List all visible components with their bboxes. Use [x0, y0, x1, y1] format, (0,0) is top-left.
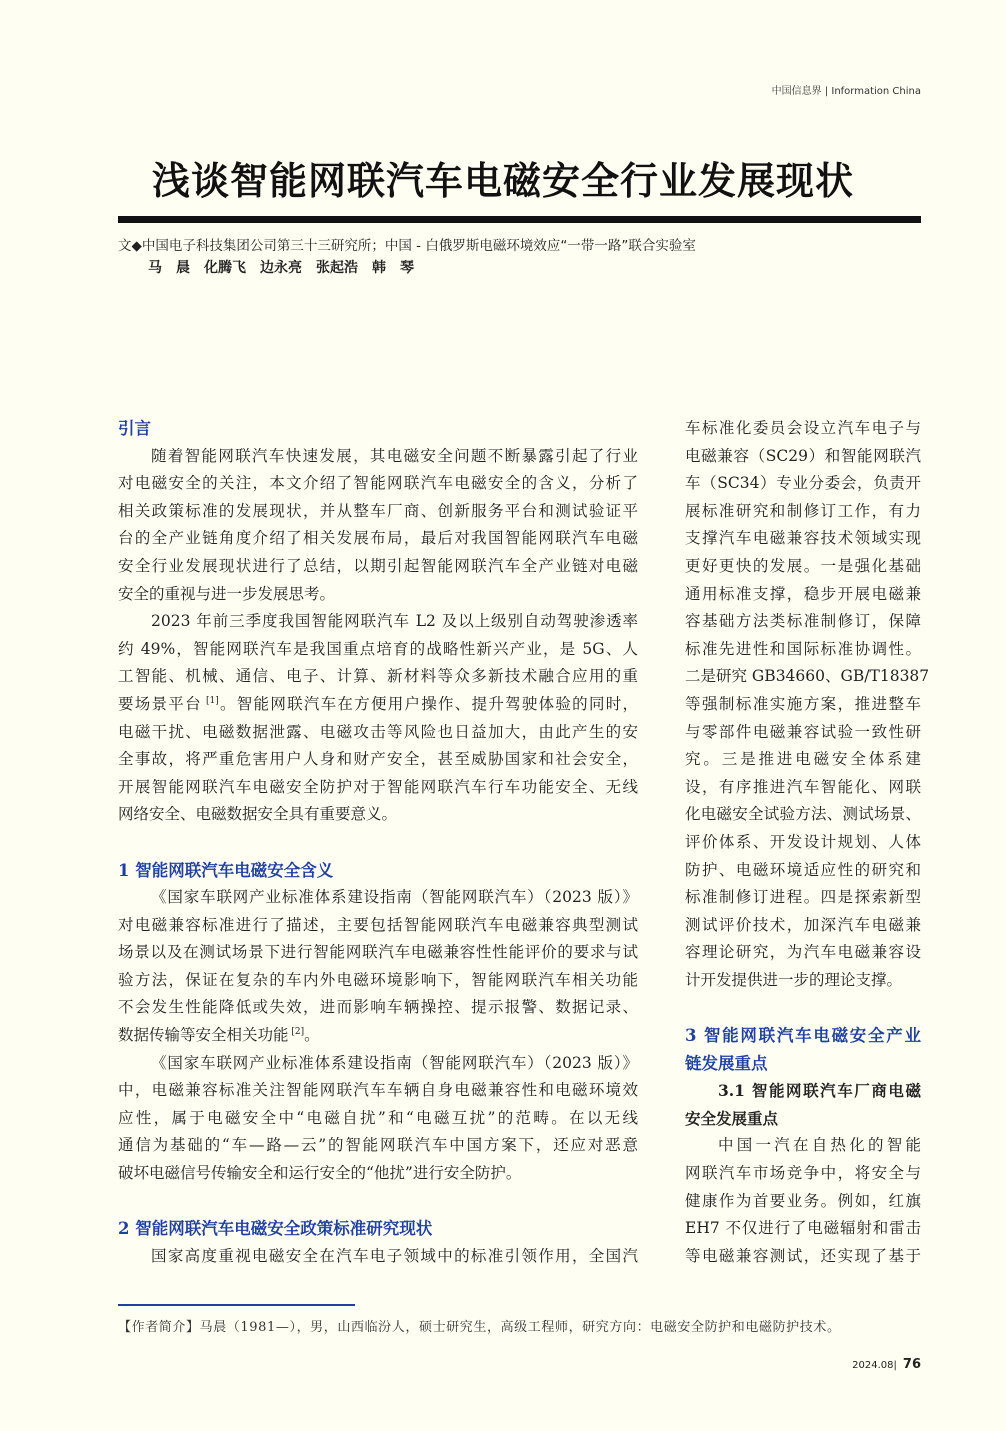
- text-line: [685, 719, 921, 747]
- line-text: 测试评价技术，加深汽车电磁兼: [685, 915, 921, 934]
- subsection-heading: [685, 1105, 921, 1133]
- line-text: 二是研究 GB34660、GB/T18387: [685, 667, 930, 686]
- line-text: 台的全产业链角度介绍了相关发展布局，最后对我国智能网联汽车电磁: [118, 529, 638, 548]
- line-text: 与零部件电磁兼容试验一致性研: [685, 722, 921, 741]
- line-text: 化电磁安全试验方法、测试场景、: [685, 805, 921, 824]
- line-text: 《国家车联网产业标准体系建设指南（智能网联汽车）（2023 版）》: [151, 888, 638, 907]
- text-line: [685, 525, 921, 553]
- text-line: [118, 1132, 638, 1160]
- line-text: 验方法，保证在复杂的车内外电磁环境影响下，智能网联汽车相关功能: [118, 970, 638, 989]
- line-text: 2 智能网联汽车电磁安全政策标准研究现状: [118, 1219, 433, 1239]
- text-line: [685, 967, 921, 995]
- text-line: [118, 1160, 638, 1188]
- blank-line: [118, 1188, 638, 1216]
- text-line: [685, 746, 921, 774]
- text-line: [118, 1022, 638, 1050]
- text-line: [685, 857, 921, 885]
- line-text: 数据传输等安全相关功能: [118, 1026, 289, 1045]
- text-line: [685, 939, 921, 967]
- text-line: [118, 994, 638, 1022]
- line-text: 中，电磁兼容标准关注智能网联汽车车辆自身电磁兼容性和电磁环境效: [118, 1081, 638, 1100]
- text-line: [685, 663, 930, 691]
- line-text: 安全的重视与进一步发展思考。: [118, 584, 336, 603]
- line-text: 对电磁兼容标准进行了描述，主要包括智能网联汽车电磁兼容典型测试: [118, 915, 638, 934]
- line-text: 设，有序推进汽车智能化、网联: [685, 777, 921, 796]
- text-line: [685, 774, 921, 802]
- text-line: [118, 1050, 638, 1078]
- text-line: [118, 663, 638, 691]
- running-header: 中国信息界 | Information China: [771, 86, 921, 97]
- title-rule-divider: [118, 216, 921, 223]
- section-heading: [118, 1215, 638, 1243]
- line-text: 电磁兼容（SC29）和智能网联汽: [685, 446, 921, 465]
- blank-line: [685, 994, 921, 1022]
- line-text: 支撑汽车电磁兼容技术领域实现: [685, 529, 921, 548]
- line-text: 通用标准支撑，稳步开展电磁兼: [685, 584, 921, 603]
- line-text: 计开发提供进一步的理论支撑。: [685, 970, 903, 989]
- text-line: [118, 746, 638, 774]
- text-line: [118, 553, 638, 581]
- section-heading: [118, 857, 638, 885]
- footnote-divider: [118, 1304, 355, 1306]
- text-line: [118, 939, 638, 967]
- line-text: 要场景平台: [118, 694, 202, 713]
- line-text: 应性，属于电磁安全中“电磁自扰”和“电磁互扰”的范畴。在以无线: [118, 1108, 638, 1127]
- page-footer: [852, 1353, 921, 1372]
- line-text: 约 49%，智能网联汽车是我国重点培育的战略性新兴产业，是 5G、人: [118, 639, 638, 658]
- text-line: [118, 774, 638, 802]
- line-text: 防护、电磁环境适应性的研究和: [685, 860, 921, 879]
- section-heading: [118, 415, 638, 443]
- text-line: [118, 581, 638, 609]
- text-line: [118, 884, 638, 912]
- line-text: 安全发展重点: [685, 1108, 779, 1128]
- author-bio: 【作者简介】马晨（1981—），男，山西临汾人，硕士研究生，高级工程师，研究方向：电磁安全防护和电磁防护技术。: [118, 1320, 841, 1335]
- text-line: [685, 1132, 921, 1160]
- line-text: 中国一汽在自热化的智能: [718, 1136, 921, 1155]
- subsection-heading: [685, 1077, 921, 1105]
- text-line: [118, 967, 638, 995]
- text-line: [685, 608, 921, 636]
- text-line: [685, 553, 921, 581]
- text-line: [118, 498, 638, 526]
- line-text: 场景以及在测试场景下进行智能网联汽车电磁兼容性性能评价的要求与试: [118, 943, 638, 962]
- text-line: [685, 829, 921, 857]
- line-text: 2023 年前三季度我国智能网联汽车 L2 及以上级别自动驾驶渗透率: [151, 612, 638, 631]
- line-text: 等电磁兼容测试，还实现了基于: [685, 1246, 921, 1265]
- line-text: 随着智能网联汽车快速发展，其电磁安全问题不断暴露引起了行业: [151, 446, 638, 465]
- line-text: 健康作为首要业务。例如，红旗: [685, 1191, 921, 1210]
- text-line: [118, 636, 638, 664]
- author-names: 马 晨 化腾飞 边永亮 张起浩 韩 琴: [148, 260, 414, 276]
- text-line: [118, 801, 638, 829]
- text-line: [685, 415, 921, 443]
- text-line: [118, 912, 638, 940]
- text-line: [685, 470, 921, 498]
- text-line: [685, 1160, 921, 1188]
- text-line: [685, 1188, 921, 1216]
- text-line: [118, 608, 638, 636]
- line-text: 标准制修订进程。四是探索新型: [685, 888, 921, 907]
- text-line: [685, 581, 921, 609]
- line-text: 引言: [118, 419, 151, 438]
- citation-ref[interactable]: [1]: [201, 695, 219, 706]
- page-number: 76: [902, 1357, 921, 1372]
- line-text: 究。三是推进电磁安全体系建: [685, 750, 921, 769]
- text-line: [118, 691, 638, 719]
- line-text: 对电磁安全的关注，本文介绍了智能网联汽车电磁安全的含义，分析了: [118, 474, 638, 493]
- line-text: 展标准研究和制修订工作，有力: [685, 501, 921, 520]
- line-text: 车标准化委员会设立汽车电子与: [685, 419, 921, 437]
- line-text: 链发展重点: [685, 1053, 768, 1073]
- line-text: 工智能、机械、通信、电子、计算、新材料等众多新技术融合应用的重: [118, 667, 638, 686]
- line-text: 容基础方法类标准制修订，保障: [685, 612, 921, 631]
- article-title: 浅谈智能网联汽车电磁安全行业发展现状: [151, 158, 854, 203]
- line-text: EH7 不仅进行了电磁辐射和雷击: [685, 1219, 921, 1238]
- blank-line: [118, 829, 638, 857]
- text-line: [118, 443, 638, 471]
- text-line: [685, 691, 921, 719]
- line-text: 更好更快的发展。一是强化基础: [685, 556, 921, 575]
- text-line: [118, 719, 638, 747]
- line-text: 标准先进性和国际标准协调性。: [685, 639, 921, 658]
- text-line: [685, 912, 921, 940]
- line-text: 3 智能网联汽车电磁安全产业: [685, 1026, 921, 1046]
- left-column: [118, 415, 638, 1270]
- text-line: [685, 443, 921, 471]
- text-line: [685, 1243, 921, 1271]
- section-heading: [685, 1050, 921, 1078]
- text-line: [118, 470, 638, 498]
- line-text: 等强制标准实施方案，推进整车: [685, 694, 921, 713]
- line-text: 《国家车联网产业标准体系建设指南（智能网联汽车）（2023 版）》: [151, 1053, 638, 1072]
- line-text: 网联汽车市场竞争中，将安全与: [685, 1164, 921, 1183]
- text-line: [685, 1215, 921, 1243]
- text-line: [685, 636, 921, 664]
- text-line: [118, 525, 638, 553]
- section-heading: [685, 1022, 921, 1050]
- line-text: 不会发生性能降低或失效，进而影响车辆操控、提示报警、数据记录、: [118, 998, 638, 1017]
- text-line: [118, 1243, 638, 1271]
- line-text: 电磁干扰、电磁数据泄露、电磁攻击等风险也日益加大，由此产生的安: [118, 722, 638, 741]
- text-line: [685, 498, 921, 526]
- line-text: 车（SC34）专业分委会，负责开: [685, 474, 921, 493]
- line-text: 容理论研究，为汽车电磁兼容设: [685, 943, 921, 962]
- text-line: [118, 1077, 638, 1105]
- text-line: [118, 1105, 638, 1133]
- line-text: 安全行业发展现状进行了总结，以期引起智能网联汽车全产业链对电磁: [118, 556, 638, 575]
- line-text: 国家高度重视电磁安全在汽车电子领域中的标准引领作用，全国汽: [151, 1246, 638, 1265]
- text-line: [685, 801, 921, 829]
- line-text: 相关政策标准的发展现状，并从整车厂商、创新服务平台和测试验证平: [118, 501, 638, 520]
- line-text: 。: [304, 1026, 320, 1045]
- line-text: 3.1 智能网联汽车厂商电磁: [718, 1081, 921, 1101]
- line-text: 通信为基础的“车—路—云”的智能网联汽车中国方案下，还应对恶意: [118, 1136, 638, 1155]
- line-text: 开展智能网联汽车电磁安全防护对于智能网联汽车行车功能安全、无线: [118, 777, 638, 796]
- text-line: [685, 884, 921, 912]
- line-text: 破坏电磁信号传输安全和运行安全的“他扰”进行安全防护。: [118, 1164, 522, 1183]
- issue-date: 2024.08|: [852, 1360, 897, 1371]
- line-text: 。智能网联汽车在方便用户操作、提升驾驶体验的同时，: [218, 694, 638, 713]
- line-text: 评价体系、开发设计规划、人体: [685, 832, 921, 851]
- line-text: 全事故，将严重危害用户人身和财产安全，甚至威胁国家和社会安全，: [118, 750, 638, 769]
- line-text: 网络安全、电磁数据安全具有重要意义。: [118, 805, 398, 824]
- affiliation-byline: 文◆中国电子科技集团公司第三十三研究所；中国 - 白俄罗斯电磁环境效应“一带一路”联合实验室: [118, 238, 696, 254]
- right-column: [685, 415, 930, 1270]
- citation-ref[interactable]: [2]: [288, 1026, 305, 1037]
- line-text: 1 智能网联汽车电磁安全含义: [118, 860, 334, 880]
